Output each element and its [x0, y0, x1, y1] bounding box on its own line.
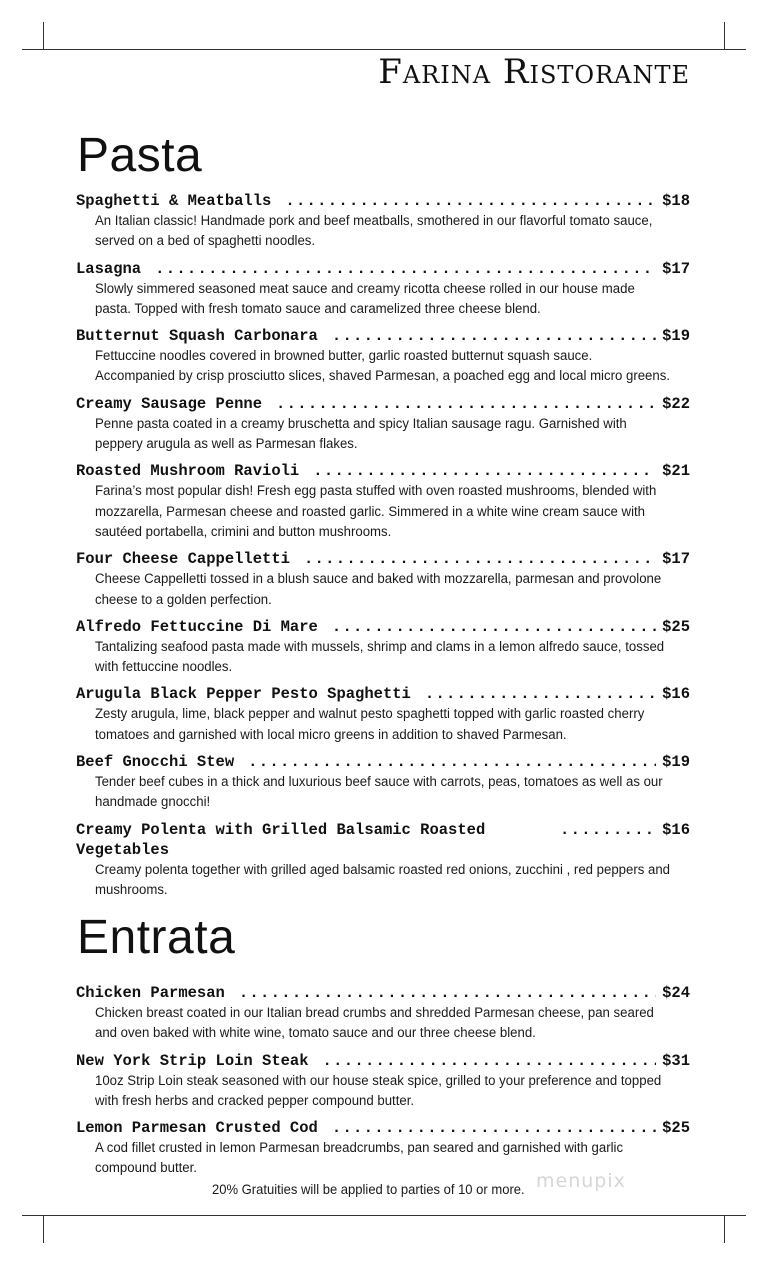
section-title-pasta: Pasta	[77, 129, 203, 182]
leader-dots	[304, 549, 656, 569]
item-name: New York Strip Loin Steak	[76, 1051, 309, 1070]
item-price: $21	[662, 462, 690, 481]
leader-dots	[155, 259, 656, 279]
leader-dots	[276, 394, 656, 414]
item-name: Spaghetti & Meatballs	[76, 192, 272, 210]
item-price: $19	[662, 327, 690, 346]
item-description: Tender beef cubes in a thick and luxurious beef sauce with carrots, peas, tomatoes as well as our handmade gnocchi!	[95, 774, 663, 811]
item-description: 10oz Strip Loin steak seasoned with our house steak spice, grilled to your preference and topped with fresh herbs and cracked pepper compound butter.	[95, 1072, 662, 1109]
item-description: Fettuccine noodles covered in browned butter, garlic roasted butternut squash sauce. Accompanied by crisp prosciutto slices, shaved Parmesan, a poached egg and local micro greens.	[95, 348, 671, 385]
item-description: A cod fillet crusted in lemon Parmesan breadcrumbs, pan seared and garnished with garlic compound butter.	[95, 1140, 624, 1177]
item-name: Beef Gnocchi Stew	[76, 753, 235, 772]
entrata-menu-list	[76, 983, 690, 1186]
gratuity-note: 20% Gratuities will be applied to parties of 10 or more.	[212, 1181, 525, 1197]
item-name: Creamy Sausage Penne	[76, 394, 263, 413]
item-description: Chicken breast coated in our Italian bread crumbs and shredded Parmesan cheese, pan seared and oven baked with white wine, tomato sauce and our three cheese blend.	[95, 1005, 654, 1042]
leader-dots	[332, 617, 656, 637]
section-title-entrata: Entrata	[77, 911, 236, 964]
item-price: $25	[662, 1119, 690, 1138]
watermark-logo: menupix	[536, 1170, 626, 1192]
item-description: An Italian classic! Handmade pork and beef meatballs, smothered in our flavorful tomato sauce, served on a bed of spaghetti noodles.	[95, 213, 653, 250]
item-price: $16	[662, 820, 690, 839]
menu-item	[76, 617, 690, 678]
item-description: Cheese Cappelletti tossed in a blush sauce and baked with mozzarella, parmesan and provolone cheese to a golden perfection.	[95, 571, 662, 608]
crop-mark	[724, 1215, 725, 1243]
item-price: $22	[662, 394, 690, 413]
item-description: Farina’s most popular dish! Fresh egg pasta stuffed with oven roasted mushrooms, blended with mozzarella, Parmesan cheese and roasted garlic. Simmered in a white wine cream sauce with sautéed portabella, crimini and button mushrooms.	[95, 483, 657, 540]
menu-item	[76, 461, 690, 542]
crop-mark	[22, 49, 746, 50]
menu-item	[76, 259, 690, 320]
leader-dots	[239, 983, 656, 1003]
item-price: $17	[662, 259, 690, 278]
item-name: Roasted Mushroom Ravioli	[76, 462, 300, 481]
item-description: Penne pasta coated in a creamy bruschetta and spicy Italian sausage ragu. Garnished with peppery arugula as well as Parmesan flakes.	[95, 415, 627, 453]
leader-dots	[560, 820, 656, 840]
menu-item	[76, 983, 690, 1044]
item-name: Alfredo Fettuccine Di Mare	[76, 617, 318, 636]
item-price: $18	[662, 192, 690, 210]
menu-item	[76, 752, 690, 813]
restaurant-name: Farina Ristorante	[378, 52, 690, 92]
leader-dots	[332, 326, 656, 346]
leader-dots	[313, 461, 656, 481]
item-name: Lasagna	[76, 259, 142, 278]
item-description: Tantalizing seafood pasta made with mussels, shrimp and clams in a lemon alfredo sauce, tossed with fettuccine noodles.	[95, 638, 665, 676]
item-description: Creamy polenta together with grilled aged balsamic roasted red onions, zucchini , red peppers and mushrooms.	[95, 861, 671, 898]
item-price: $25	[662, 617, 690, 636]
item-name: Chicken Parmesan	[76, 984, 225, 1002]
crop-mark	[724, 22, 725, 49]
leader-dots	[248, 752, 656, 772]
item-price: $19	[662, 753, 690, 772]
item-name: Creamy Polenta with Grilled Balsamic Roasted Vegetables	[76, 820, 486, 859]
menu-item	[76, 549, 690, 610]
pasta-menu-list	[76, 191, 690, 907]
menu-item	[76, 684, 690, 745]
item-price: $24	[662, 984, 690, 1002]
menu-item	[76, 326, 690, 387]
item-name: Lemon Parmesan Crusted Cod	[76, 1119, 318, 1138]
leader-dots	[285, 191, 656, 211]
menu-item	[76, 820, 690, 901]
item-description: Zesty arugula, lime, black pepper and walnut pesto spaghetti topped with garlic roasted cherry tomatoes and garnished with local micro greens in addition to shaved Parmesan.	[95, 706, 645, 743]
menu-item	[76, 191, 690, 252]
menu-item	[76, 1051, 690, 1112]
item-price: $17	[662, 550, 690, 569]
item-name: Four Cheese Cappelletti	[76, 550, 290, 569]
crop-mark	[43, 22, 44, 49]
leader-dots	[323, 1051, 657, 1071]
crop-mark	[43, 1215, 44, 1243]
menu-item	[76, 394, 690, 455]
leader-dots	[425, 684, 656, 704]
crop-mark	[22, 1215, 746, 1216]
item-price: $16	[662, 685, 690, 704]
item-name: Arugula Black Pepper Pesto Spaghetti	[76, 685, 411, 704]
item-description: Slowly simmered seasoned meat sauce and creamy ricotta cheese rolled in our house made pasta. Topped with fresh tomato sauce and caramelized three cheese blend.	[95, 280, 635, 317]
item-name: Butternut Squash Carbonara	[76, 327, 318, 346]
leader-dots	[332, 1118, 656, 1138]
item-price: $31	[662, 1051, 690, 1070]
